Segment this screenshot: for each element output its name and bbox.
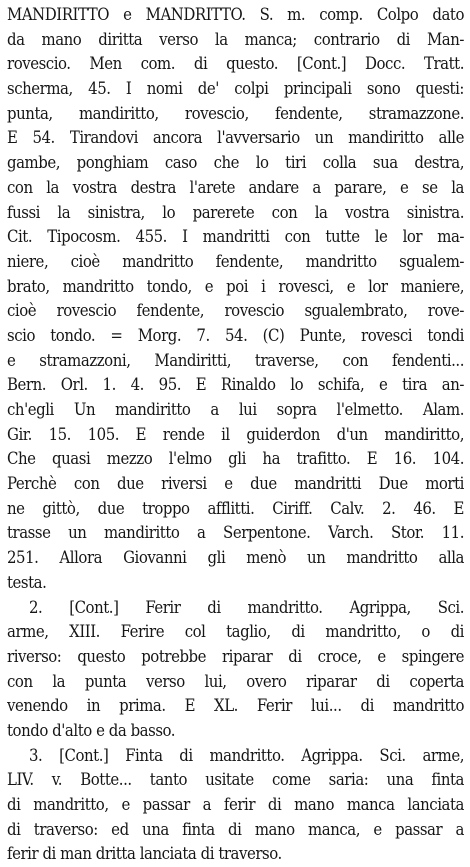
- text-line-8: con la vostra destra l'arete andare a parare, e se la: [7, 177, 464, 197]
- text-line-5: punta, mandiritto, rovescio, fendente, stramazzone.: [7, 103, 464, 123]
- text-line-35: ferir di man dritta lanciata di traverso.: [7, 844, 282, 864]
- text-line-20: Perchè con due riversi e due mandritti Due morti: [7, 474, 464, 494]
- text-line-12: brato, mandritto tondo, e poi i rovesci, e lor maniere,: [7, 276, 464, 296]
- text-line-11: niere, cioè mandritto fendente, mandritto sgualem-: [7, 251, 464, 271]
- text-line-6: E 54. Tirandovi ancora l'avversario un mandiritto alle: [7, 128, 464, 148]
- text-line-29: venendo in prima. E XL. Ferir lui... di mandritto: [7, 696, 464, 716]
- text-line-14: scio tondo. = Morg. 7. 54. (C) Punte, rovesci tondi: [7, 325, 464, 345]
- text-line-23: 251. Allora Giovanni gli menò un mandritto alla: [7, 548, 464, 568]
- text-line-16: Bern. Orl. 1. 4. 95. E Rinaldo lo schifa, e tira an-: [7, 375, 464, 395]
- text-line-17: ch'egli Un mandiritto a lui sopra l'elmetto. Alam.: [7, 400, 464, 419]
- text-line-21: ne gittò, due troppo afflitti. Ciriff. Calv. 2. 46. E: [7, 498, 464, 518]
- text-line-33: di mandritto, e passar a ferir di mano manca lanciata: [7, 795, 464, 814]
- text-line-10: Cit. Tipocosm. 455. I mandritti con tutte le lor ma-: [7, 227, 464, 247]
- text-line-19: Che quasi mezzo l'elmo gli ha trafitto. E 16. 104.: [7, 449, 464, 469]
- text-line-34: di traverso: ed una finta di mano manca, e passar a: [7, 819, 464, 839]
- text-line-15: e stramazzoni, Mandiritti, traverse, con fendenti...: [7, 350, 464, 370]
- text-line-1: MANDIRITTO e MANDRITTO. S. m. comp. Colpo dato: [7, 5, 464, 24]
- text-line-27: riverso: questo potrebbe riparar di croce, e spingere: [7, 646, 464, 666]
- text-line-30: tondo d'alto e da basso.: [7, 720, 176, 740]
- text-line-26: arme, XIII. Ferire col taglio, di mandritto, o di: [7, 622, 464, 642]
- text-line-31: 3. [Cont.] Finta di mandritto. Agrippa. Sci. arme,: [29, 745, 464, 765]
- text-line-32: LIV. v. Botte... tanto usitate come saria: una finta: [7, 770, 464, 790]
- text-line-18: Gir. 15. 105. E rende il guiderdon d'un mandiritto,: [7, 424, 464, 444]
- text-line-3: rovescio. Men com. di questo. [Cont.] Docc. Tratt.: [7, 54, 464, 74]
- text-line-9: fussi la sinistra, lo parerete con la vostra sinistra.: [7, 202, 464, 222]
- text-line-28: con la punta verso lui, overo riparar di coperta: [7, 671, 464, 691]
- text-line-25: 2. [Cont.] Ferir di mandritto. Agrippa, Sci.: [29, 597, 464, 617]
- text-line-7: gambe, ponghiam caso che lo tiri colla sua destra,: [7, 153, 464, 173]
- text-line-24: testa.: [7, 572, 47, 592]
- text-line-22: trasse un mandiritto a Serpentone. Varch. Stor. 11.: [7, 523, 464, 543]
- text-line-2: da mano diritta verso la manca; contrario di Man-: [7, 29, 464, 49]
- text-line-4: scherma, 45. I nomi de' colpi principali sono questi:: [7, 79, 464, 99]
- text-line-13: cioè rovescio fendente, rovescio sgualembrato, rove-: [7, 301, 464, 321]
